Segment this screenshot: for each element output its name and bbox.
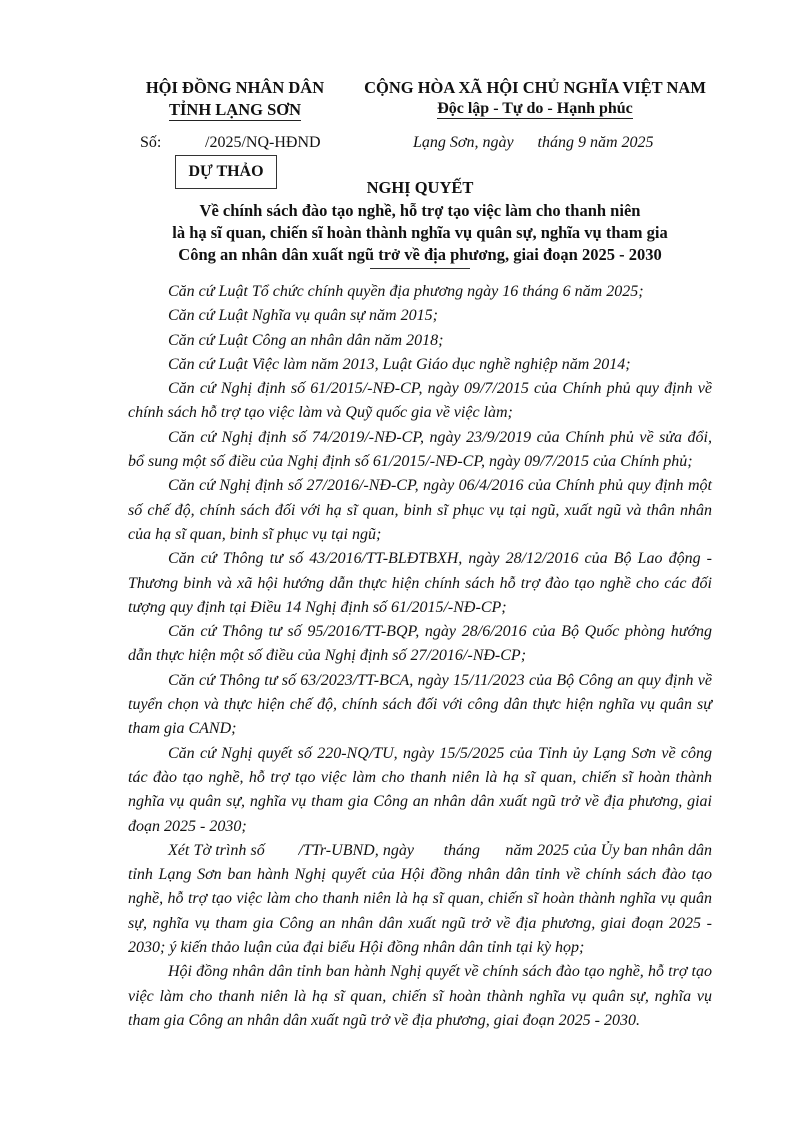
legal-basis-paragraph: Căn cứ Luật Tổ chức chính quyền địa phương ngày 16 tháng 6 năm 2025; <box>168 283 644 300</box>
document-type: NGHỊ QUYẾT <box>366 178 474 197</box>
legal-basis-paragraph: Căn cứ Luật Công an nhân dân năm 2018; <box>168 331 444 349</box>
title-line-3: Công an nhân dân xuất ngũ trở về địa phương, giai đoạn 2025 - 2030 <box>178 245 662 264</box>
draft-stamp: DỰ THẢO <box>175 155 277 189</box>
legal-basis-paragraph: Căn cứ Nghị định số 74/2019/-NĐ-CP, ngày 23/9/2019 của Chính phủ về sửa đổi, bổ sung một số điều của Nghị định số 61/2015/-NĐ-CP, ngày 09/7/2015 của Chính phủ; <box>128 428 712 471</box>
national-motto-text: Độc lập - Tự do - Hạnh phúc <box>437 100 633 117</box>
legal-basis-paragraph: Căn cứ Luật Nghĩa vụ quân sự năm 2015; <box>168 307 438 325</box>
national-title: CỘNG HÒA XÃ HỘI CHỦ NGHĨA VIỆT NAM <box>364 78 706 97</box>
legal-basis-paragraph: Căn cứ Thông tư số 95/2016/TT-BQP, ngày 28/6/2016 của Bộ Quốc phòng hướng dẫn thực hiện một số điều của Nghị định số 27/2016/-NĐ-CP; <box>128 623 712 665</box>
issuer-province-text: TỈNH LẠNG SƠN <box>168 100 302 119</box>
document-number: /2025/NQ-HĐND <box>205 134 321 151</box>
place-date: Lạng Sơn, ngày tháng 9 năm 2025 <box>413 134 654 151</box>
national-motto <box>345 100 725 118</box>
legal-basis-paragraph: Căn cứ Thông tư số 43/2016/TT-BLĐTBXH, ngày 28/12/2016 của Bộ Lao động - Thương binh và xã hội hướng dẫn thực hiện chính sách hỗ trợ đào tạo nghề cho các đối tượng quy định tại Điều 14 Nghị định số 61/2015/-NĐ-CP; <box>128 550 712 616</box>
legal-basis-paragraph: Căn cứ Nghị định số 61/2015/-NĐ-CP, ngày 09/7/2015 của Chính phủ quy định về chính sách hỗ trợ tạo việc làm và Quỹ quốc gia về việc làm; <box>128 380 712 422</box>
proposal-paragraph: Xét Tờ trình số /TTr-UBND, ngày tháng năm 2025 của Ủy ban nhân dân tỉnh Lạng Sơn ban hành Nghị quyết của Hội đồng nhân dân tỉnh về chính sách đào tạo nghề, hỗ trợ tạo việc làm cho thanh niên là hạ sĩ quan, chiến sĩ hoàn thành nghĩa vụ quân sự, nghĩa vụ tham gia Công an nhân dân xuất ngũ trở về địa phương, giai đoạn 2025 - 2030; ý kiến thảo luận của đại biểu Hội đồng nhân dân tỉnh tại kỳ họp; <box>128 841 716 957</box>
title-underline <box>370 268 470 269</box>
document-body <box>128 280 716 1033</box>
legal-basis-paragraph: Căn cứ Thông tư số 63/2023/TT-BCA, ngày 15/11/2023 của Bộ Công an quy định về tuyển chọn và thực hiện chế độ, chính sách đối với công dân thực hiện nghĩa vụ quân sự tham gia CAND; <box>128 671 712 738</box>
legal-basis-paragraph: Căn cứ Nghị định số 27/2016/-NĐ-CP, ngày 06/4/2016 của Chính phủ quy định một số chế độ, chính sách đối với hạ sĩ quan, binh sĩ phục vụ tại ngũ, xuất ngũ và thân nhân của hạ sĩ quan, binh sĩ phục vụ tại ngũ; <box>128 477 712 543</box>
title-line-2: là hạ sĩ quan, chiến sĩ hoàn thành nghĩa vụ quân sự, nghĩa vụ tham gia <box>172 223 668 242</box>
issuer-council: HỘI ĐỒNG NHÂN DÂN <box>145 78 325 97</box>
issuer-province <box>130 100 340 120</box>
enactment-paragraph: Hội đồng nhân dân tỉnh ban hành Nghị quyết về chính sách đào tạo nghề, hỗ trợ tạo việc làm cho thanh niên là hạ sĩ quan, chiến sĩ hoàn thành nghĩa vụ quân sự, nghĩa vụ tham gia Công an nhân dân xuất ngũ trở về địa phương, giai đoạn 2025 - 2030. <box>128 963 712 1029</box>
title-line-1: Về chính sách đào tạo nghề, hỗ trợ tạo việc làm cho thanh niên <box>199 201 641 220</box>
legal-basis-paragraph: Căn cứ Nghị quyết số 220-NQ/TU, ngày 15/5/2025 của Tỉnh ủy Lạng Sơn về công tác đào tạo nghề, hỗ trợ tạo việc làm cho thanh niên là hạ sĩ quan, chiến sĩ hoàn thành nghĩa vụ quân sự, nghĩa vụ tham gia Công an nhân dân xuất ngũ trở về địa phương, giai đoạn 2025 - 2030; <box>128 744 712 835</box>
legal-basis-paragraph: Căn cứ Luật Việc làm năm 2013, Luật Giáo dục nghề nghiệp năm 2014; <box>168 355 631 373</box>
document-number-label: Số: <box>140 134 162 151</box>
